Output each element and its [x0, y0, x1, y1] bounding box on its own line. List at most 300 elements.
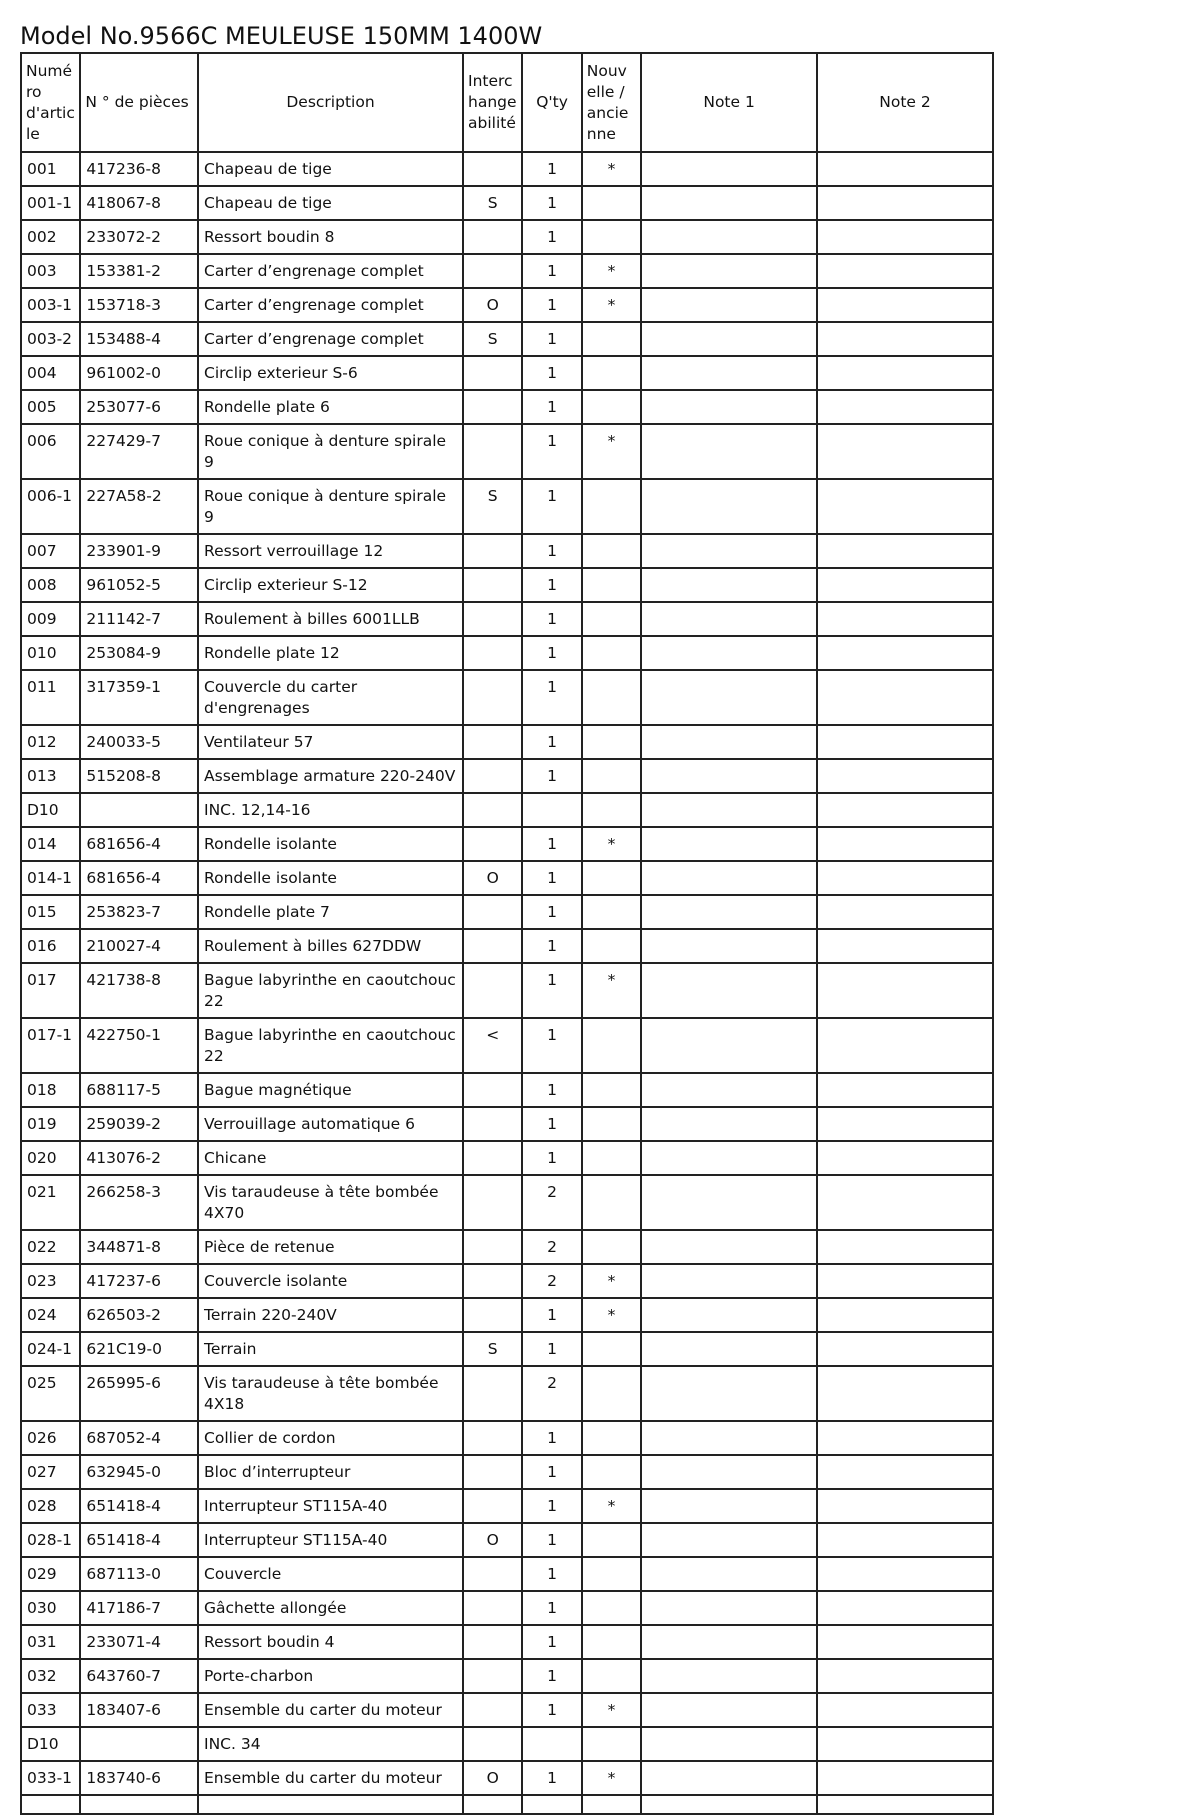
cell-note-1 — [641, 725, 817, 759]
cell-part-number: 626503-2 — [80, 1298, 198, 1332]
cell-new-old — [582, 725, 641, 759]
cell-item-number: 033-1 — [21, 1761, 80, 1795]
cell-description: Roulement à billes 6001LLB — [198, 602, 463, 636]
cell-part-number: 687052-4 — [80, 1421, 198, 1455]
cell-part-number: 253077-6 — [80, 390, 198, 424]
cell-note-2 — [817, 1230, 993, 1264]
cell-note-2 — [817, 1727, 993, 1761]
cell-interchangeability — [463, 895, 522, 929]
cell-item-number: 014 — [21, 827, 80, 861]
cell-new-old — [582, 1141, 641, 1175]
table-row — [21, 759, 993, 793]
cell-note-1 — [641, 1073, 817, 1107]
cell-note-1 — [641, 356, 817, 390]
cell-item-number: 012 — [21, 725, 80, 759]
table-row — [21, 725, 993, 759]
cell-note-2 — [817, 1141, 993, 1175]
cell-item-number: 019 — [21, 1107, 80, 1141]
table-row — [21, 288, 993, 322]
cell-quantity: 1 — [522, 1455, 581, 1489]
cell-description: Interrupteur ST115A-40 — [198, 1523, 463, 1557]
cell-description: Interrupteur ST115A-40 — [198, 1489, 463, 1523]
cell-part-number: 632945-0 — [80, 1455, 198, 1489]
cell-new-old: * — [582, 963, 641, 1018]
cell-new-old — [582, 1230, 641, 1264]
cell-note-1 — [641, 895, 817, 929]
cell-empty — [198, 1795, 463, 1814]
cell-part-number: 233901-9 — [80, 534, 198, 568]
cell-note-2 — [817, 356, 993, 390]
cell-description: Rondelle plate 6 — [198, 390, 463, 424]
table-row — [21, 1761, 993, 1795]
cell-part-number: 317359-1 — [80, 670, 198, 725]
cell-quantity: 1 — [522, 1141, 581, 1175]
cell-part-number: 417186-7 — [80, 1591, 198, 1625]
parts-table — [20, 52, 994, 1815]
cell-new-old — [582, 1523, 641, 1557]
cell-part-number: 183740-6 — [80, 1761, 198, 1795]
cell-note-1 — [641, 1366, 817, 1421]
cell-note-2 — [817, 963, 993, 1018]
cell-quantity: 1 — [522, 1298, 581, 1332]
cell-note-1 — [641, 1455, 817, 1489]
cell-description: Ressort verrouillage 12 — [198, 534, 463, 568]
cell-quantity: 1 — [522, 963, 581, 1018]
cell-quantity: 1 — [522, 288, 581, 322]
cell-description: Vis taraudeuse à tête bombée 4X70 — [198, 1175, 463, 1230]
cell-description: Roue conique à denture spirale 9 — [198, 424, 463, 479]
cell-quantity: 1 — [522, 1332, 581, 1366]
cell-description: Chicane — [198, 1141, 463, 1175]
cell-item-number: 001 — [21, 152, 80, 186]
table-row — [21, 1141, 993, 1175]
cell-interchangeability — [463, 1264, 522, 1298]
table-row — [21, 1523, 993, 1557]
cell-part-number: 266258-3 — [80, 1175, 198, 1230]
cell-note-2 — [817, 670, 993, 725]
cell-interchangeability — [463, 1659, 522, 1693]
cell-new-old — [582, 1421, 641, 1455]
cell-item-number: 026 — [21, 1421, 80, 1455]
cell-note-1 — [641, 636, 817, 670]
table-row — [21, 1107, 993, 1141]
cell-interchangeability — [463, 1421, 522, 1455]
cell-quantity: 1 — [522, 827, 581, 861]
cell-note-2 — [817, 1366, 993, 1421]
cell-part-number: 418067-8 — [80, 186, 198, 220]
cell-new-old: * — [582, 1489, 641, 1523]
cell-part-number: 687113-0 — [80, 1557, 198, 1591]
table-row — [21, 390, 993, 424]
cell-description: Ensemble du carter du moteur — [198, 1761, 463, 1795]
table-row — [21, 1557, 993, 1591]
header-note-1: Note 1 — [641, 53, 817, 152]
cell-item-number: 002 — [21, 220, 80, 254]
cell-note-1 — [641, 1523, 817, 1557]
cell-interchangeability — [463, 1141, 522, 1175]
cell-part-number: 422750-1 — [80, 1018, 198, 1073]
cell-new-old: * — [582, 827, 641, 861]
table-row — [21, 254, 993, 288]
cell-interchangeability — [463, 929, 522, 963]
cell-interchangeability — [463, 1298, 522, 1332]
cell-quantity: 1 — [522, 1659, 581, 1693]
cell-part-number: 621C19-0 — [80, 1332, 198, 1366]
cell-part-number: 227429-7 — [80, 424, 198, 479]
cell-quantity: 1 — [522, 1107, 581, 1141]
cell-description: Couvercle isolante — [198, 1264, 463, 1298]
cell-item-number: 022 — [21, 1230, 80, 1264]
cell-note-1 — [641, 568, 817, 602]
cell-part-number: 643760-7 — [80, 1659, 198, 1693]
cell-quantity: 1 — [522, 356, 581, 390]
cell-part-number: 651418-4 — [80, 1523, 198, 1557]
cell-quantity: 1 — [522, 424, 581, 479]
cell-part-number: 240033-5 — [80, 725, 198, 759]
cell-new-old: * — [582, 1298, 641, 1332]
cell-new-old — [582, 1073, 641, 1107]
cell-new-old — [582, 793, 641, 827]
cell-item-number: 010 — [21, 636, 80, 670]
cell-quantity: 1 — [522, 759, 581, 793]
cell-note-1 — [641, 1298, 817, 1332]
cell-interchangeability — [463, 636, 522, 670]
cell-description: Porte-charbon — [198, 1659, 463, 1693]
table-row — [21, 220, 993, 254]
cell-note-2 — [817, 1332, 993, 1366]
cell-interchangeability — [463, 534, 522, 568]
cell-note-1 — [641, 1761, 817, 1795]
cell-quantity: 1 — [522, 1625, 581, 1659]
cell-interchangeability — [463, 1489, 522, 1523]
table-row — [21, 827, 993, 861]
cell-note-2 — [817, 186, 993, 220]
cell-item-number: 009 — [21, 602, 80, 636]
cell-new-old — [582, 1455, 641, 1489]
cell-item-number: 033 — [21, 1693, 80, 1727]
cell-item-number: D10 — [21, 793, 80, 827]
cell-empty — [817, 1795, 993, 1814]
cell-part-number: 688117-5 — [80, 1073, 198, 1107]
cell-quantity: 1 — [522, 186, 581, 220]
cell-description: Chapeau de tige — [198, 186, 463, 220]
cell-empty — [641, 1795, 817, 1814]
table-row — [21, 1625, 993, 1659]
cell-part-number: 227A58-2 — [80, 479, 198, 534]
cell-quantity — [522, 793, 581, 827]
cell-interchangeability — [463, 1557, 522, 1591]
cell-note-2 — [817, 861, 993, 895]
cell-item-number: 028 — [21, 1489, 80, 1523]
cell-item-number: 003 — [21, 254, 80, 288]
cell-note-1 — [641, 322, 817, 356]
cell-note-2 — [817, 1107, 993, 1141]
cell-interchangeability — [463, 1455, 522, 1489]
cell-note-1 — [641, 1625, 817, 1659]
cell-item-number: 020 — [21, 1141, 80, 1175]
cell-note-2 — [817, 1693, 993, 1727]
cell-note-2 — [817, 725, 993, 759]
table-row — [21, 602, 993, 636]
cell-note-1 — [641, 1018, 817, 1073]
cell-new-old — [582, 670, 641, 725]
cell-note-2 — [817, 152, 993, 186]
table-row — [21, 861, 993, 895]
cell-note-2 — [817, 1298, 993, 1332]
cell-quantity — [522, 1727, 581, 1761]
cell-item-number: 003-2 — [21, 322, 80, 356]
cell-part-number: 211142-7 — [80, 602, 198, 636]
cell-new-old — [582, 356, 641, 390]
table-row — [21, 1230, 993, 1264]
cell-item-number: D10 — [21, 1727, 80, 1761]
cell-note-1 — [641, 1230, 817, 1264]
cell-item-number: 024-1 — [21, 1332, 80, 1366]
cell-interchangeability — [463, 220, 522, 254]
cell-interchangeability: S — [463, 322, 522, 356]
cell-note-1 — [641, 929, 817, 963]
cell-quantity: 1 — [522, 636, 581, 670]
cell-quantity: 1 — [522, 254, 581, 288]
cell-part-number: 233071-4 — [80, 1625, 198, 1659]
cell-new-old — [582, 895, 641, 929]
cell-note-2 — [817, 636, 993, 670]
cell-item-number: 014-1 — [21, 861, 80, 895]
table-row — [21, 152, 993, 186]
cell-quantity: 1 — [522, 220, 581, 254]
cell-note-1 — [641, 1591, 817, 1625]
table-row — [21, 1693, 993, 1727]
cell-item-number: 006-1 — [21, 479, 80, 534]
cell-interchangeability — [463, 568, 522, 602]
cell-description: Rondelle isolante — [198, 861, 463, 895]
cell-part-number: 681656-4 — [80, 861, 198, 895]
cell-note-1 — [641, 254, 817, 288]
cell-interchangeability — [463, 152, 522, 186]
header-description: Description — [198, 53, 463, 152]
cell-quantity: 1 — [522, 534, 581, 568]
cell-item-number: 021 — [21, 1175, 80, 1230]
cell-new-old: * — [582, 152, 641, 186]
cell-note-2 — [817, 479, 993, 534]
cell-quantity: 1 — [522, 390, 581, 424]
cell-description: INC. 12,14-16 — [198, 793, 463, 827]
cell-description: Couvercle du carter d'engrenages — [198, 670, 463, 725]
cell-interchangeability: O — [463, 1523, 522, 1557]
cell-new-old — [582, 322, 641, 356]
cell-empty — [522, 1795, 581, 1814]
cell-quantity: 2 — [522, 1175, 581, 1230]
cell-item-number: 005 — [21, 390, 80, 424]
cell-new-old: * — [582, 1693, 641, 1727]
cell-new-old — [582, 1727, 641, 1761]
cell-description: Terrain 220-240V — [198, 1298, 463, 1332]
header-item-number: Numéro d'article — [21, 53, 80, 152]
table-row — [21, 1298, 993, 1332]
cell-part-number: 961052-5 — [80, 568, 198, 602]
cell-part-number: 681656-4 — [80, 827, 198, 861]
cell-item-number: 017-1 — [21, 1018, 80, 1073]
cell-part-number: 421738-8 — [80, 963, 198, 1018]
cell-part-number: 417237-6 — [80, 1264, 198, 1298]
cell-note-1 — [641, 759, 817, 793]
cell-new-old — [582, 568, 641, 602]
cell-note-2 — [817, 1455, 993, 1489]
cell-interchangeability — [463, 1073, 522, 1107]
cell-interchangeability: O — [463, 288, 522, 322]
cell-item-number: 028-1 — [21, 1523, 80, 1557]
cell-note-1 — [641, 479, 817, 534]
cell-note-1 — [641, 1489, 817, 1523]
cell-part-number: 417236-8 — [80, 152, 198, 186]
cell-new-old — [582, 602, 641, 636]
cell-part-number: 253084-9 — [80, 636, 198, 670]
cell-new-old: * — [582, 1761, 641, 1795]
cell-description: Bague labyrinthe en caoutchouc 22 — [198, 1018, 463, 1073]
cell-part-number: 344871-8 — [80, 1230, 198, 1264]
cell-interchangeability: S — [463, 186, 522, 220]
cell-quantity: 1 — [522, 1073, 581, 1107]
table-row — [21, 568, 993, 602]
table-row-cut-off — [21, 1795, 993, 1814]
cell-note-2 — [817, 1073, 993, 1107]
cell-description: Bloc d’interrupteur — [198, 1455, 463, 1489]
cell-interchangeability — [463, 1107, 522, 1141]
cell-interchangeability: < — [463, 1018, 522, 1073]
cell-new-old — [582, 1625, 641, 1659]
cell-note-2 — [817, 322, 993, 356]
cell-description: Bague labyrinthe en caoutchouc 22 — [198, 963, 463, 1018]
cell-item-number: 030 — [21, 1591, 80, 1625]
cell-quantity: 1 — [522, 1018, 581, 1073]
cell-interchangeability — [463, 1625, 522, 1659]
table-row — [21, 1366, 993, 1421]
cell-interchangeability — [463, 390, 522, 424]
header-interchangeability: Interchangeabilité — [463, 53, 522, 152]
cell-note-1 — [641, 1727, 817, 1761]
cell-note-1 — [641, 1693, 817, 1727]
cell-part-number: 210027-4 — [80, 929, 198, 963]
cell-part-number: 233072-2 — [80, 220, 198, 254]
table-row — [21, 1727, 993, 1761]
cell-interchangeability — [463, 1175, 522, 1230]
parts-table-body — [21, 152, 993, 1814]
cell-description: Ressort boudin 8 — [198, 220, 463, 254]
cell-new-old: * — [582, 288, 641, 322]
cell-description: Collier de cordon — [198, 1421, 463, 1455]
cell-note-2 — [817, 1557, 993, 1591]
cell-description: Ressort boudin 4 — [198, 1625, 463, 1659]
cell-new-old — [582, 1107, 641, 1141]
cell-note-1 — [641, 1264, 817, 1298]
cell-item-number: 011 — [21, 670, 80, 725]
cell-quantity: 1 — [522, 602, 581, 636]
cell-interchangeability: S — [463, 1332, 522, 1366]
cell-description: Gâchette allongée — [198, 1591, 463, 1625]
table-row — [21, 424, 993, 479]
cell-interchangeability — [463, 793, 522, 827]
cell-new-old: * — [582, 1264, 641, 1298]
table-row — [21, 1659, 993, 1693]
cell-description: Carter d’engrenage complet — [198, 288, 463, 322]
cell-new-old — [582, 1018, 641, 1073]
table-row — [21, 1421, 993, 1455]
cell-item-number: 007 — [21, 534, 80, 568]
cell-note-2 — [817, 1625, 993, 1659]
cell-empty — [21, 1795, 80, 1814]
cell-new-old — [582, 929, 641, 963]
cell-note-2 — [817, 390, 993, 424]
cell-empty — [582, 1795, 641, 1814]
table-row — [21, 1332, 993, 1366]
cell-description: Ensemble du carter du moteur — [198, 1693, 463, 1727]
cell-description: Rondelle plate 7 — [198, 895, 463, 929]
header-quantity: Q'ty — [522, 53, 581, 152]
cell-quantity: 1 — [522, 479, 581, 534]
cell-item-number: 004 — [21, 356, 80, 390]
cell-note-1 — [641, 534, 817, 568]
cell-quantity: 1 — [522, 152, 581, 186]
table-row — [21, 895, 993, 929]
cell-part-number: 153718-3 — [80, 288, 198, 322]
cell-description: Verrouillage automatique 6 — [198, 1107, 463, 1141]
cell-interchangeability — [463, 759, 522, 793]
cell-quantity: 1 — [522, 1523, 581, 1557]
cell-part-number: 253823-7 — [80, 895, 198, 929]
cell-note-1 — [641, 220, 817, 254]
cell-note-1 — [641, 1421, 817, 1455]
cell-note-2 — [817, 288, 993, 322]
cell-new-old — [582, 861, 641, 895]
cell-note-1 — [641, 602, 817, 636]
cell-note-2 — [817, 1523, 993, 1557]
cell-quantity: 2 — [522, 1230, 581, 1264]
cell-quantity: 2 — [522, 1264, 581, 1298]
cell-note-2 — [817, 1761, 993, 1795]
cell-item-number: 032 — [21, 1659, 80, 1693]
cell-note-2 — [817, 1591, 993, 1625]
cell-item-number: 001-1 — [21, 186, 80, 220]
cell-interchangeability: S — [463, 479, 522, 534]
header-note-2: Note 2 — [817, 53, 993, 152]
cell-description: Circlip exterieur S-12 — [198, 568, 463, 602]
cell-description: Roulement à billes 627DDW — [198, 929, 463, 963]
cell-item-number: 027 — [21, 1455, 80, 1489]
cell-new-old — [582, 759, 641, 793]
cell-quantity: 1 — [522, 725, 581, 759]
cell-item-number: 025 — [21, 1366, 80, 1421]
cell-note-1 — [641, 1175, 817, 1230]
cell-note-1 — [641, 1141, 817, 1175]
cell-part-number: 651418-4 — [80, 1489, 198, 1523]
cell-note-2 — [817, 602, 993, 636]
cell-interchangeability — [463, 356, 522, 390]
cell-new-old — [582, 1591, 641, 1625]
cell-note-1 — [641, 288, 817, 322]
cell-item-number: 018 — [21, 1073, 80, 1107]
cell-new-old — [582, 186, 641, 220]
cell-interchangeability — [463, 602, 522, 636]
cell-new-old — [582, 1557, 641, 1591]
cell-description: Carter d’engrenage complet — [198, 254, 463, 288]
cell-new-old: * — [582, 424, 641, 479]
cell-interchangeability — [463, 254, 522, 288]
cell-note-1 — [641, 1557, 817, 1591]
table-row — [21, 186, 993, 220]
cell-note-2 — [817, 568, 993, 602]
cell-note-2 — [817, 534, 993, 568]
cell-note-1 — [641, 861, 817, 895]
